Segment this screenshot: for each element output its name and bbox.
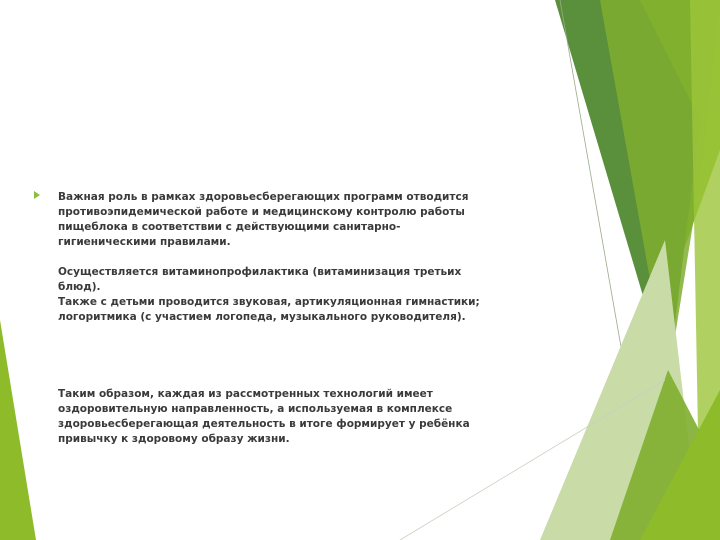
text-content [40, 190, 550, 447]
paragraph-2: Осуществляется витаминопрофилактика (витаминизация третьих блюд). [58, 266, 462, 293]
paragraph-3: Также с детьми проводится звуковая, артикуляционная гимнастики; логоритмика (с участием логопеда, музыкального руководителя). [58, 296, 480, 323]
triangle-bullet-icon [34, 191, 40, 199]
deco-left-sliver [0, 320, 36, 540]
paragraph-1: Важная роль в рамках здоровьесберегающих программ отводится противоэпидемической работе и медицинскому контролю работы пищеблока в соответствии с действующими санитарно- гигиеническими правилами. [58, 191, 469, 248]
paragraph-4: Таким образом, каждая из рассмотренных технологий имеет оздоровительную направленность, а используемая в комплексе здоровьесберегающая деятельность в итоге формирует у ребёнка привычку к здоровому образу жизни. [58, 388, 470, 445]
